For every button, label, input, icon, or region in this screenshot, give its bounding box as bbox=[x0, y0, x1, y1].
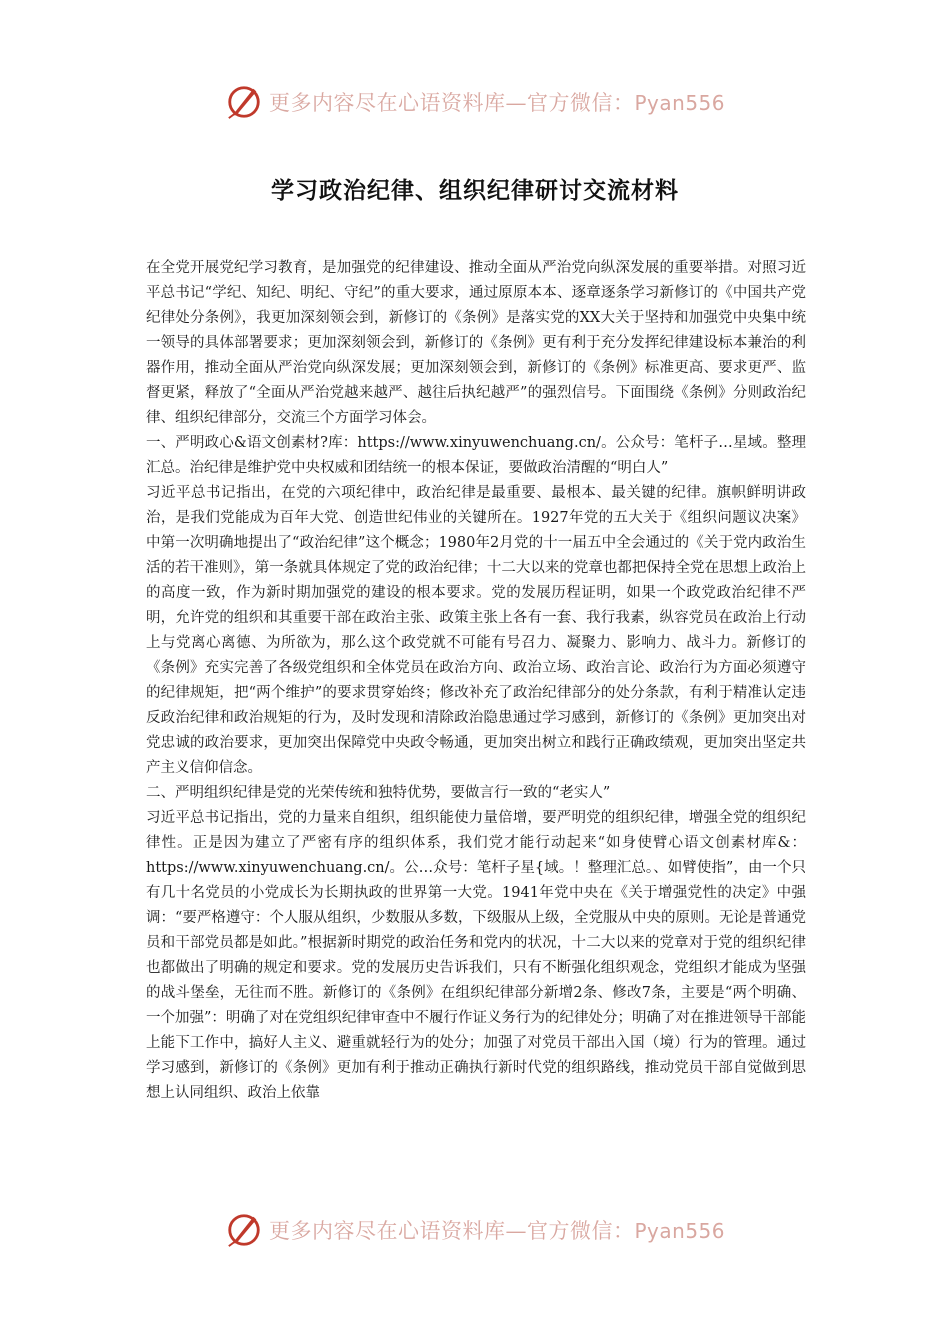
section-2-body: 习近平总书记指出，党的力量来自组织，组织能使力量倍增，要严明党的组织纪律，增强全党的组织纪律性。正是因为建立了严密有序的组织体系，我们党才能行动起来“如身使臂心语文创素材库&：https://www.xinyuwenchuang.cn/。公…众号：笔杆子星{域。！整理汇总。、如臂使指”，由一个只有几十名党员的小党成长为长期执政的世界第一大党。1941年党中央在《关于增强党性的决定》中强调：“要严格遵守：个人服从组织，少数服从多数，下级服从上级，全党服从中央的原则。无论是普通党员和干部党员都是如此。”根据新时期党的政治任务和党内的状况，十二大以来的党章对于党的组织纪律也都做出了明确的规定和要求。党的发展历史告诉我们，只有不断强化组织观念，党组织才能成为坚强的战斗堡垒，无往而不胜。新修订的《条例》在组织纪律部分新增2条、修改7条，主要是“两个明确、一个加强”：明确了对在党组织纪律审查中不履行作证义务行为的纪律处分；明确了对在推进领导干部能上能下工作中，搞好人主义、避重就轻行为的处分；加强了对党员干部出入国（境）行为的管理。通过学习感到，新修订的《条例》更加有利于推动正确执行新时代党的组织路线，推动党员干部自觉做到思想上认同组织、政治上依靠 bbox=[146, 810, 806, 1101]
header-banner bbox=[0, 82, 950, 122]
banner-text: 更多内容尽在心语资料库—官方微信：Pyan556 bbox=[268, 1219, 725, 1243]
section-1-body: 习近平总书记指出，在党的六项纪律中，政治纪律是最重要、最根本、最关键的纪律。旗帜鲜明讲政治，是我们党能成为百年大党、创造世纪伟业的关键所在。1927年党的五大关于《组织问题议决案》中第一次明确地提出了“政治纪律”这个概念；1980年2月党的十一届五中全会通过的《关于党内政治生活的若干准则》，第一条就具体规定了党的政治纪律；十二大以来的党章也都把保持全党在思想上政治上的高度一致，作为新时期加强党的建设的根本要求。党的发展历程证明，如果一个政党政治纪律不严明，允许党的组织和其重要干部在政治主张、政策主张上各有一套、我行我素，纵容党员在政治上行动上与党离心离德、为所欲为，那么这个政党就不可能有号召力、凝聚力、影响力、战斗力。新修订的《条例》充实完善了各级党组织和全体党员在政治方向、政治立场、政治言论、政治行为方面必须遵守的纪律规矩，把“两个维护”的要求贯穿始终；修改补充了政治纪律部分的处分条款，有利于精准认定违反政治纪律和政治规矩的行为，及时发现和清除政治隐患通过学习感到，新修订的《条例》更加突出对党忠诚的政治要求，更加突出保障党中央政令畅通，更加突出树立和践行正确政绩观，更加突出坚定共产主义信仰信念。 bbox=[146, 485, 806, 776]
document-body bbox=[146, 256, 806, 1106]
intro-paragraph: 在全党开展党纪学习教育，是加强党的纪律建设、推动全面从严治党向纵深发展的重要举措。对照习近平总书记“学纪、知纪、明纪、守纪”的重大要求，通过原原本本、逐章逐条学习新修订的《中国共产党纪律处分条例》，我更加深刻领会到，新修订的《条例》是落实党的XX大关于坚持和加强党中央集中统一领导的具体部署要求；更加深刻领会到，新修订的《条例》更有利于充分发挥纪律建设标本兼治的利器作用，推动全面从严治党向纵深发展；更加深刻领会到，新修订的《条例》标准更高、要求更严、监督更紧，释放了“全面从严治党越来越严、越往后执纪越严”的强烈信号。下面围绕《条例》分则政治纪律、组织纪律部分，交流三个方面学习体会。 bbox=[146, 260, 806, 426]
quill-pen-logo-icon bbox=[225, 1211, 263, 1249]
wechat-id: Pyan556 bbox=[634, 1219, 725, 1243]
section-1-heading: 一、严明政心&语文创素材?库：https://www.xinyuwenchuang.cn/。公众号：笔杆子…星域。整理汇总。治纪律是维护党中央权威和团结统一的根本保证，要做政治清醒的“明白人” bbox=[146, 435, 806, 476]
banner-text: 更多内容尽在心语资料库—官方微信：Pyan556 bbox=[268, 91, 725, 115]
footer-banner bbox=[0, 1210, 950, 1250]
quill-pen-logo-icon bbox=[225, 83, 263, 121]
section-2-heading: 二、严明组织纪律是党的光荣传统和独特优势，要做言行一致的“老实人” bbox=[146, 785, 611, 801]
document-title: 学习政治纪律、组织纪律研讨交流材料 bbox=[271, 178, 679, 204]
wechat-id: Pyan556 bbox=[634, 91, 725, 115]
